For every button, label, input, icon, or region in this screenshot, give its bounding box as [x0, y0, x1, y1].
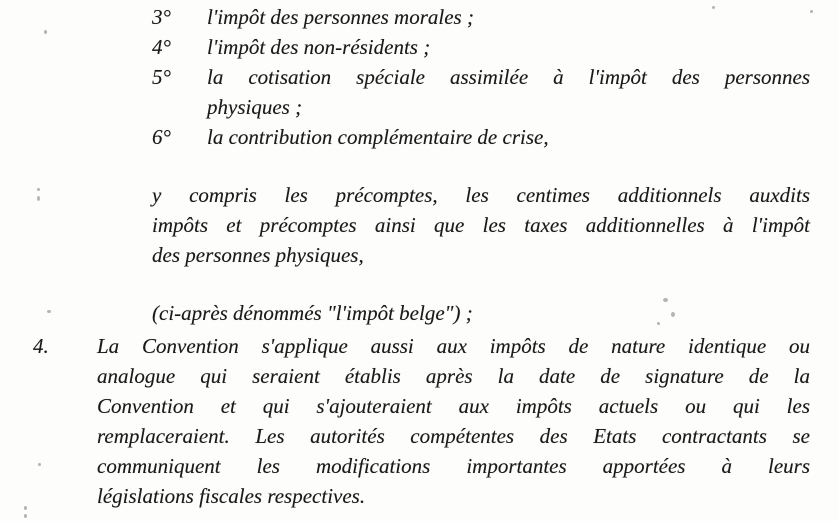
- parenthetical-line: [152, 298, 810, 328]
- text-line: Convention et qui s'ajouteraient aux impôts actuels ou qui les: [97, 394, 810, 418]
- list-item-number: 4°: [152, 35, 171, 59]
- text-line: législations fiscales respectives.: [97, 484, 366, 508]
- text-line: l'impôt des personnes morales ;: [207, 5, 474, 29]
- list-item-number: 5°: [152, 65, 171, 89]
- text-line: la contribution complémentaire de crise,: [207, 125, 549, 149]
- item-4-paragraph: [97, 331, 810, 511]
- list-item-number: 3°: [152, 5, 171, 29]
- list-item-number: 6°: [152, 125, 171, 149]
- text-line: La Convention s'applique aussi aux impôts de nature identique ou: [97, 334, 810, 358]
- text-line: communiquent les modifications importantes apportées à leurs: [97, 454, 810, 478]
- text-line: analogue qui seraient établis après la date de signature de la: [97, 364, 810, 388]
- text-line: remplaceraient. Les autorités compétentes des Etats contractants se: [97, 424, 810, 448]
- item-4-number: 4.: [33, 334, 49, 358]
- text-line: y compris les précomptes, les centimes additionnels auxdits: [152, 183, 810, 207]
- text-line: physiques ;: [207, 95, 303, 119]
- text-line: la cotisation spéciale assimilée à l'impôt des personnes: [207, 65, 810, 89]
- inclusion-paragraph: [152, 180, 810, 270]
- text-line: (ci-après dénommés "l'impôt belge") ;: [152, 301, 473, 325]
- text-line: des personnes physiques,: [152, 243, 364, 267]
- text-line: impôts et précomptes ainsi que les taxes additionnelles à l'impôt: [152, 213, 810, 237]
- text-line: l'impôt des non-résidents ;: [207, 35, 431, 59]
